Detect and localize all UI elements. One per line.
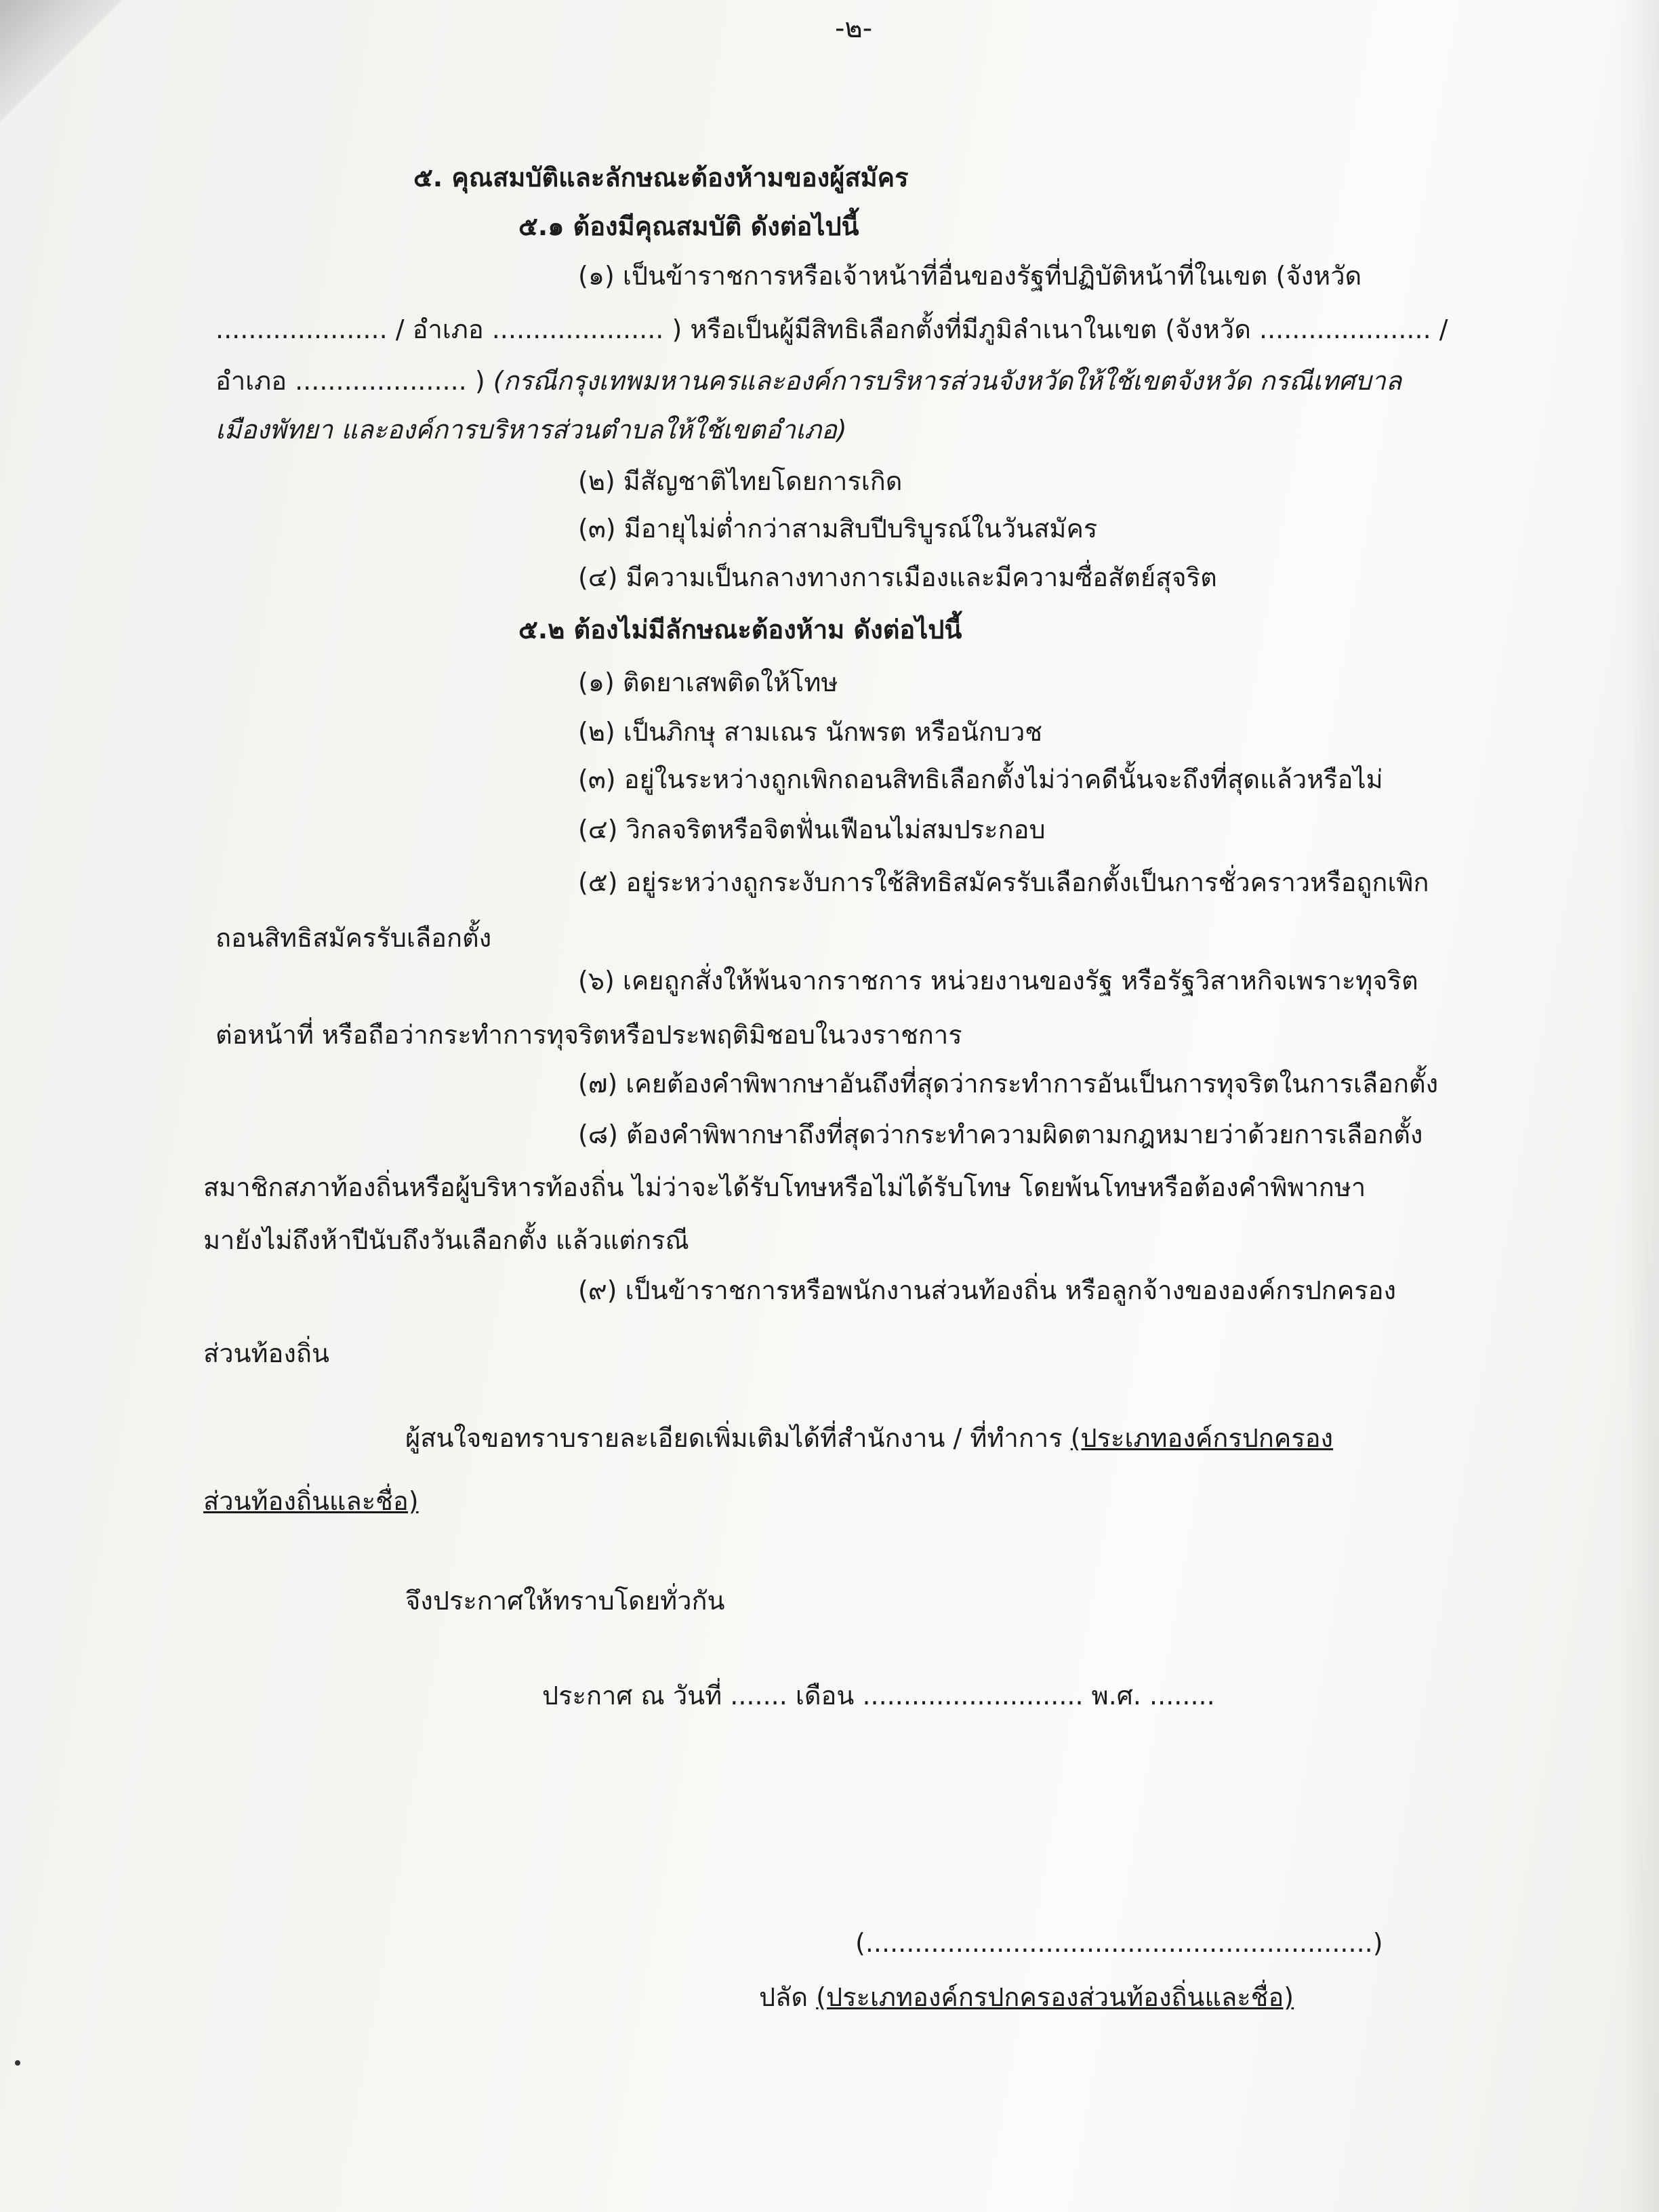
prohibition-item-9-line-2: ส่วนท้องถิ่น <box>203 1338 329 1368</box>
prohibition-item-2: (๒) เป็นภิกษุ สามเณร นักพรต หรือนักบวช <box>578 717 1043 747</box>
qualification-item-1-line-1: (๑) เป็นข้าราชการหรือเจ้าหน้าที่อื่นของรัฐที่ปฏิบัติหน้าที่ในเขต (จังหวัด <box>578 261 1362 291</box>
prohibition-item-5-line-2: ถอนสิทธิสมัครรับเลือกตั้ง <box>216 923 492 953</box>
prohibition-item-3: (๓) อยู่ในระหว่างถูกเพิกถอนสิทธิเลือกตั้งไม่ว่าคดีนั้นจะถึงที่สุดแล้วหรือไม่ <box>578 764 1383 794</box>
section-5-1-heading: ๕.๑ ต้องมีคุณสมบัติ ดังต่อไปนี้ <box>518 211 859 241</box>
inquiry-org-type: (ประเภทองค์กรปกครอง <box>1070 1423 1334 1453</box>
ink-dot <box>15 2060 20 2066</box>
signature-title-prefix: ปลัด <box>759 1982 817 2012</box>
prohibition-item-9-line-1: (๙) เป็นข้าราชการหรือพนักงานส่วนท้องถิ่น หรือลูกจ้างขององค์กรปกครอง <box>578 1275 1397 1305</box>
announcement: จึงประกาศให้ทราบโดยทั่วกัน <box>405 1586 725 1616</box>
qualification-item-4: (๔) มีความเป็นกลางทางการเมืองและมีความซื่อสัตย์สุจริต <box>578 562 1217 592</box>
prohibition-item-1: (๑) ติดยาเสพติดให้โทษ <box>578 668 838 697</box>
inquiry-line-1 <box>405 1423 1333 1454</box>
qualification-item-1-line-2: ..................... / อำเภอ ..................... ) หรือเป็นผู้มีสิทธิเลือกตั้งที่มีภูมิลำเนาในเขต (จังหวัด ..................... / <box>216 314 1448 344</box>
qualification-item-3: (๓) มีอายุไม่ต่ำกว่าสามสิบปีบริบูรณ์ในวันสมัคร <box>578 514 1098 544</box>
prohibition-item-7: (๗) เคยต้องคำพิพากษาอันถึงที่สุดว่ากระทำการอันเป็นการทุจริตในการเลือกตั้ง <box>578 1069 1439 1099</box>
prohibition-item-5-line-1: (๕) อยู่ระหว่างถูกระงับการใช้สิทธิสมัครรับเลือกตั้งเป็นการชั่วคราวหรือถูกเพิก <box>578 867 1429 897</box>
qualification-item-2: (๒) มีสัญชาติไทยโดยการเกิด <box>578 466 903 496</box>
section-5-heading: ๕. คุณสมบัติและลักษณะต้องห้ามของผู้สมัคร <box>413 163 909 192</box>
signature-title <box>759 1982 1294 2013</box>
page-number: -๒- <box>835 13 873 44</box>
qualification-item-1-line-4: เมืองพัทยา และองค์การบริหารส่วนตำบลให้ใช้เขตอำเภอ) <box>216 415 847 445</box>
prohibition-item-4: (๔) วิกลจริตหรือจิตฟั่นเฟือนไม่สมประกอบ <box>578 815 1046 844</box>
announcement-date-line: ประกาศ ณ วันที่ ....... เดือน ........................... พ.ศ. ........ <box>542 1681 1215 1711</box>
district-blank: อำเภอ ..................... ) <box>216 366 485 396</box>
prohibition-item-6-line-1: (๖) เคยถูกสั่งให้พ้นจากราชการ หน่วยงานของรัฐ หรือรัฐวิสาหกิจเพราะทุจริต <box>578 966 1418 996</box>
section-5-2-heading: ๕.๒ ต้องไม่มีลักษณะต้องห้าม ดังต่อไปนี้ <box>518 615 962 644</box>
signature-org: (ประเภทองค์กรปกครองส่วนท้องถิ่นและชื่อ) <box>816 1982 1294 2012</box>
inquiry-line-2: ส่วนท้องถิ่นและชื่อ) <box>203 1486 419 1516</box>
page-fold-corner <box>0 0 149 149</box>
prohibition-item-8-line-3: มายังไม่ถึงห้าปีนับถึงวันเลือกตั้ง แล้วแต่กรณี <box>203 1225 689 1255</box>
prohibition-item-8-line-1: (๘) ต้องคำพิพากษาถึงที่สุดว่ากระทำความผิดตามกฎหมายว่าด้วยการเลือกตั้ง <box>578 1120 1423 1149</box>
signature-name-blank: (..............................................................) <box>855 1928 1383 1958</box>
page-shadow <box>1618 0 1659 2212</box>
prohibition-item-8-line-2: สมาชิกสภาท้องถิ่นหรือผู้บริหารท้องถิ่น ไม่ว่าจะได้รับโทษหรือไม่ได้รับโทษ โดยพ้นโทษหรือต้องคำพิพากษา <box>203 1172 1366 1202</box>
qualification-item-1-line-3 <box>216 366 1401 397</box>
district-note: (กรณีกรุงเทพมหานครและองค์การบริหารส่วนจังหวัดให้ใช้เขตจังหวัด กรณีเทศบาล <box>493 366 1402 396</box>
prohibition-item-6-line-2: ต่อหน้าที่ หรือถือว่ากระทำการทุจริตหรือประพฤติมิชอบในวงราชการ <box>216 1020 962 1050</box>
inquiry-text: ผู้สนใจขอทราบรายละเอียดเพิ่มเติมได้ที่สำนักงาน / ที่ทำการ <box>405 1423 1071 1453</box>
